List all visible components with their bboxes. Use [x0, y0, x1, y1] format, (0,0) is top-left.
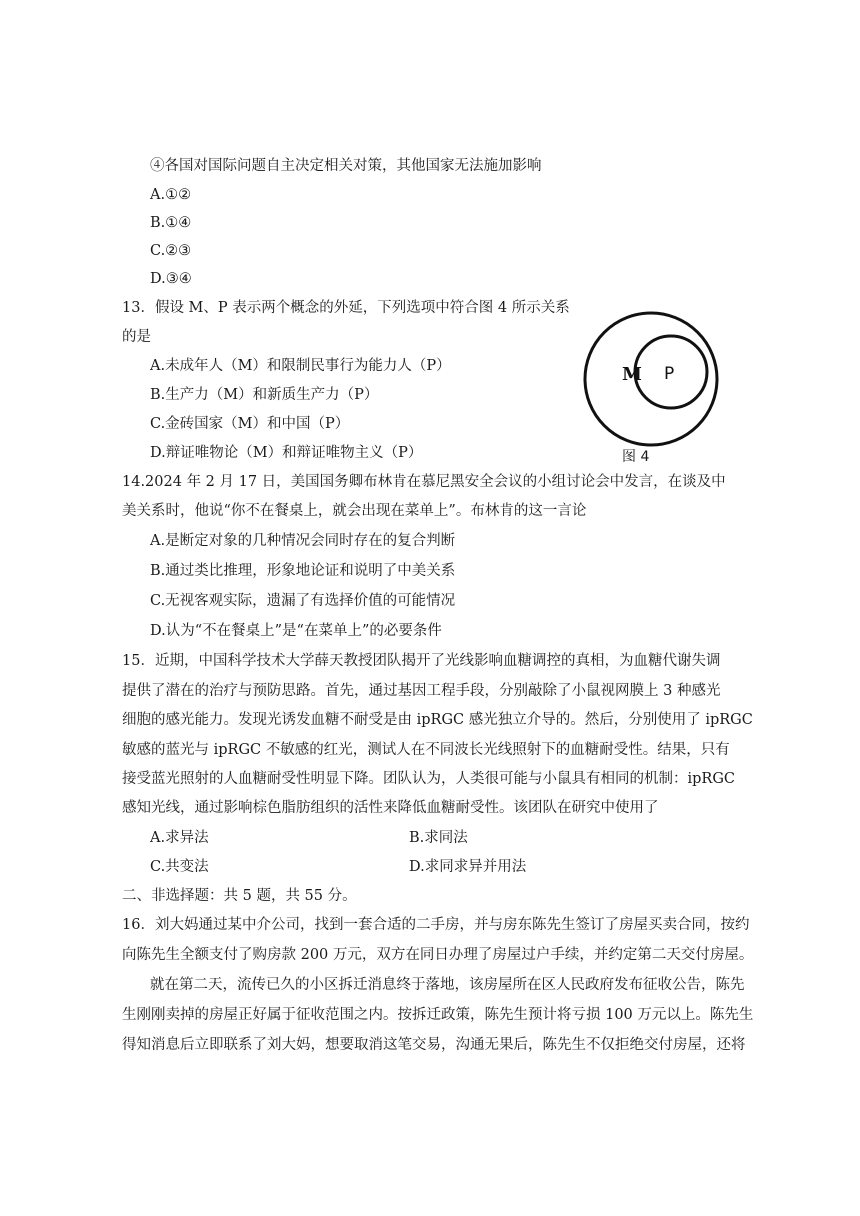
q15-line4: 敏感的蓝光与 ipRGC 不敏感的红光，测试人在不同波长光线照射下的血糖耐受性。结果，只有 — [122, 742, 730, 758]
section-2-title: 二、非选择题：共 5 题，共 55 分。 — [122, 888, 357, 904]
q15-option-b: B.求同法 — [409, 830, 468, 846]
q12-option-c: C.②③ — [150, 243, 192, 259]
q16-para2-line1: 就在第二天，流传已久的小区拆迁消息终于落地，该房屋所在区人民政府发布征收公告，陈先 — [150, 977, 745, 993]
q15-line5: 接受蓝光照射的人血糖耐受性明显下降。团队认为，人类很可能与小鼠具有相同的机制：ipRGC — [122, 771, 736, 787]
q15-option-a: A.求异法 — [150, 830, 209, 846]
outer-label-m: M — [622, 364, 642, 385]
q15-option-c: C.共变法 — [150, 859, 209, 875]
q12-option-b: B.①④ — [150, 215, 192, 231]
q14-option-b: B.通过类比推理，形象地论证和说明了中美关系 — [150, 563, 456, 579]
q13-stem-line2: 的是 — [122, 329, 151, 345]
q16-para2-line3: 得知消息后立即联系了刘大妈，想要取消这笔交易，沟通无果后，陈先生不仅拒绝交付房屋，还将 — [122, 1037, 746, 1053]
outer-circle-m — [585, 313, 717, 445]
q13-option-b: B.生产力（M）和新质生产力（P） — [150, 387, 379, 403]
q13-stem-line1: 13．假设 M、P 表示两个概念的外延，下列选项中符合图 4 所示关系 — [122, 300, 570, 316]
q14-stem-line1: 14.2024 年 2 月 17 日，美国国务卿布林肯在慕尼黑安全会议的小组讨论会中发言，在谈及中 — [122, 474, 726, 490]
q15-line1: 15．近期，中国科学技术大学薛天教授团队揭开了光线影响血糖调控的真相，为血糖代谢失调 — [122, 653, 721, 669]
inner-label-p: P — [664, 364, 675, 384]
q16-para2-line2: 生刚刚卖掉的房屋正好属于征收范围之内。按拆迁政策，陈先生预计将亏损 100 万元以上。陈先生 — [122, 1007, 754, 1023]
q15-option-d: D.求同求异并用法 — [409, 859, 527, 875]
q13-option-a: A.未成年人（M）和限制民事行为能力人（P） — [150, 358, 451, 374]
q14-option-a: A.是断定对象的几种情况会同时存在的复合判断 — [150, 533, 456, 549]
q15-line3: 细胞的感光能力。发现光诱发血糖不耐受是由 ipRGC 感光独立介导的。然后，分别使用了 ipRGC — [122, 712, 753, 728]
q12-item-4: ④各国对国际问题自主决定相关对策，其他国家无法施加影响 — [150, 158, 542, 174]
q13-option-c: C.金砖国家（M）和中国（P） — [150, 416, 350, 432]
q12-option-d: D.③④ — [150, 271, 192, 287]
q14-option-c: C.无视客观实际，遗漏了有选择价值的可能情况 — [150, 593, 456, 609]
q15-line6: 感知光线，通过影响棕色脂肪组织的活性来降低血糖耐受性。该团队在研究中使用了 — [122, 800, 659, 816]
q12-option-a: A.①② — [150, 187, 192, 203]
venn-figure — [582, 310, 720, 448]
q15-line2: 提供了潜在的治疗与预防思路。首先，通过基因工程手段，分别敲除了小鼠视网膜上 3 种感光 — [122, 683, 721, 699]
q13-option-d: D.辩证唯物论（M）和辩证唯物主义（P） — [150, 445, 423, 461]
q16-para1-line2: 向陈先生全额支付了购房款 200 万元，双方在同日办理了房屋过户手续，并约定第二天交付房屋。 — [122, 947, 754, 963]
q14-option-d: D.认为“不在餐桌上”是“在菜单上”的必要条件 — [150, 623, 442, 639]
figure-caption: 图 4 — [622, 449, 650, 465]
q16-para1-line1: 16．刘大妈通过某中介公司，找到一套合适的二手房，并与房东陈先生签订了房屋买卖合同，按约 — [122, 917, 750, 933]
q14-stem-line2: 美关系时，他说“你不在餐桌上，就会出现在菜单上”。布林肯的这一言论 — [122, 503, 587, 519]
